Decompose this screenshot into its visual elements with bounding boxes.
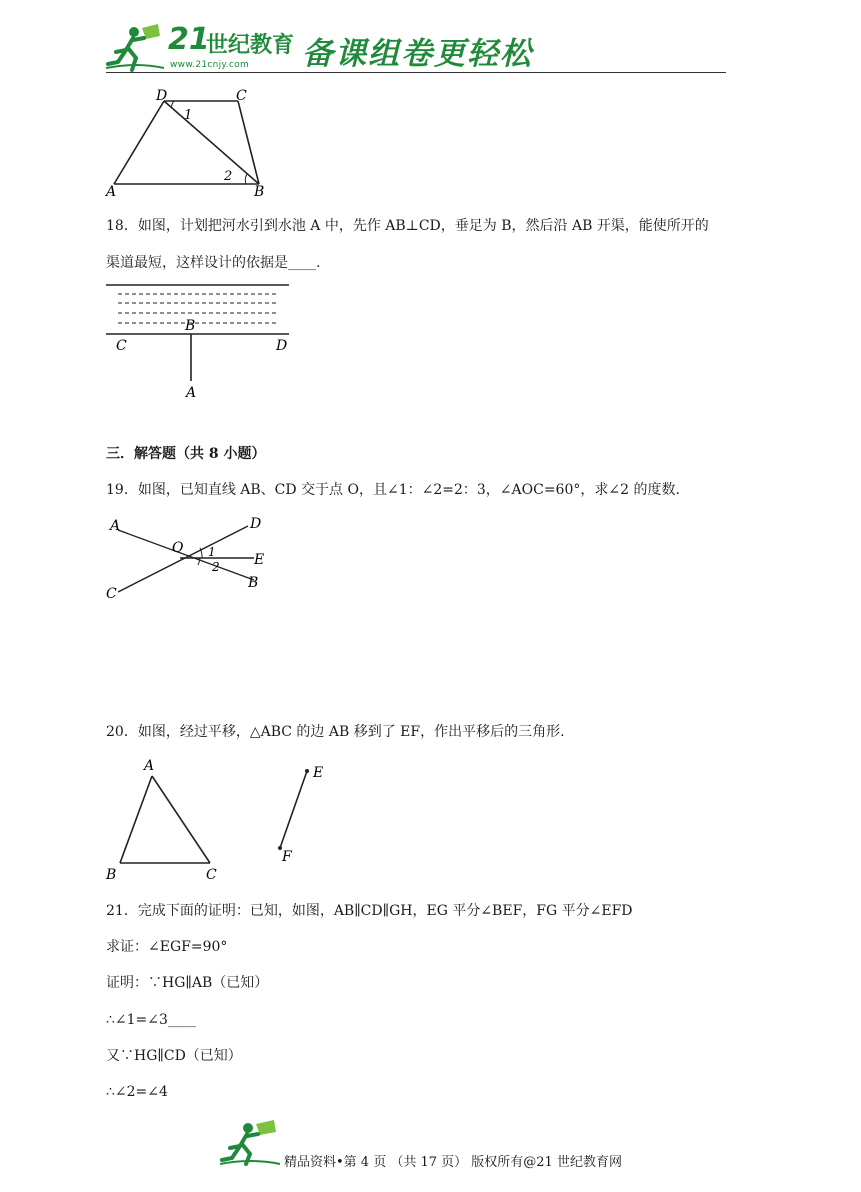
fig17-label-d: D bbox=[156, 88, 168, 104]
fig19-label-a: A bbox=[110, 518, 121, 534]
q21-line4: ∴∠1=∠3____ bbox=[106, 1012, 196, 1028]
brand-name: 世纪教育 bbox=[206, 33, 295, 58]
q21-line5: 又∵HG∥CD（已知） bbox=[106, 1048, 242, 1064]
fig19-label-o: O bbox=[172, 540, 184, 556]
header-slogan: 备课组卷更轻松 bbox=[302, 36, 533, 72]
header-rule bbox=[106, 72, 726, 73]
q21-line1: 21．完成下面的证明：已知，如图，AB∥CD∥GH，EG 平分∠BEF，FG 平分∠EFD bbox=[106, 903, 633, 919]
fig19-label-1: 1 bbox=[208, 545, 216, 559]
fig20-label-f: F bbox=[282, 849, 292, 865]
footer-runner-logo-icon bbox=[218, 1118, 282, 1168]
fig17-label-a: A bbox=[106, 184, 117, 200]
footer-text: 精品资料•第 4 页 （共 17 页） 版权所有@21 世纪教育网 bbox=[284, 1155, 622, 1170]
figure-17-trapezoid bbox=[104, 88, 274, 200]
fig17-label-1: 1 bbox=[184, 108, 193, 123]
q21-line3: 证明：∵HG∥AB（已知） bbox=[106, 975, 269, 991]
fig18-label-a: A bbox=[186, 385, 197, 400]
fig19-label-c: C bbox=[106, 586, 117, 602]
fig19-label-e: E bbox=[254, 552, 265, 568]
brand-url: www.21cnjy.com bbox=[170, 60, 250, 70]
figure-18-river bbox=[104, 280, 304, 400]
q21-line2: 求证：∠EGF=90° bbox=[106, 939, 228, 955]
q20-text: 20．如图，经过平移，△ABC 的边 AB 移到了 EF，作出平移后的三角形. bbox=[106, 724, 565, 740]
runner-logo-icon bbox=[106, 22, 166, 74]
q21-line6: ∴∠2=∠4 bbox=[106, 1084, 168, 1100]
fig18-label-b: B bbox=[185, 318, 196, 334]
fig19-label-2: 2 bbox=[212, 560, 220, 574]
fig20-label-c: C bbox=[206, 867, 217, 883]
q19-text: 19．如图，已知直线 AB、CD 交于点 O，且∠1：∠2=2：3，∠AOC=60°，求∠2 的度数. bbox=[106, 482, 680, 498]
fig18-label-c: C bbox=[116, 338, 127, 354]
fig18-label-d: D bbox=[276, 338, 288, 354]
fig20-label-e: E bbox=[313, 765, 324, 781]
fig19-label-d: D bbox=[250, 516, 262, 532]
fig20-label-b: B bbox=[106, 867, 117, 883]
q18-text-line2: 渠道最短，这样设计的依据是____. bbox=[106, 255, 321, 271]
fig17-label-b: B bbox=[254, 184, 265, 200]
q18-text-line1: 18．如图，计划把河水引到水池 A 中，先作 AB⊥CD，垂足为 B，然后沿 AB 开渠，能使所开的 bbox=[106, 218, 709, 234]
fig17-label-2: 2 bbox=[224, 169, 233, 184]
figure-19-intersecting-lines bbox=[104, 512, 284, 602]
fig17-label-c: C bbox=[236, 88, 247, 104]
section-title: 三．解答题（共 8 小题） bbox=[106, 446, 266, 462]
brand-number: 21 bbox=[168, 22, 210, 57]
fig19-label-b: B bbox=[248, 575, 259, 591]
fig20-label-a: A bbox=[144, 758, 155, 774]
header bbox=[106, 18, 746, 76]
figure-20-triangle-translation bbox=[104, 754, 344, 884]
